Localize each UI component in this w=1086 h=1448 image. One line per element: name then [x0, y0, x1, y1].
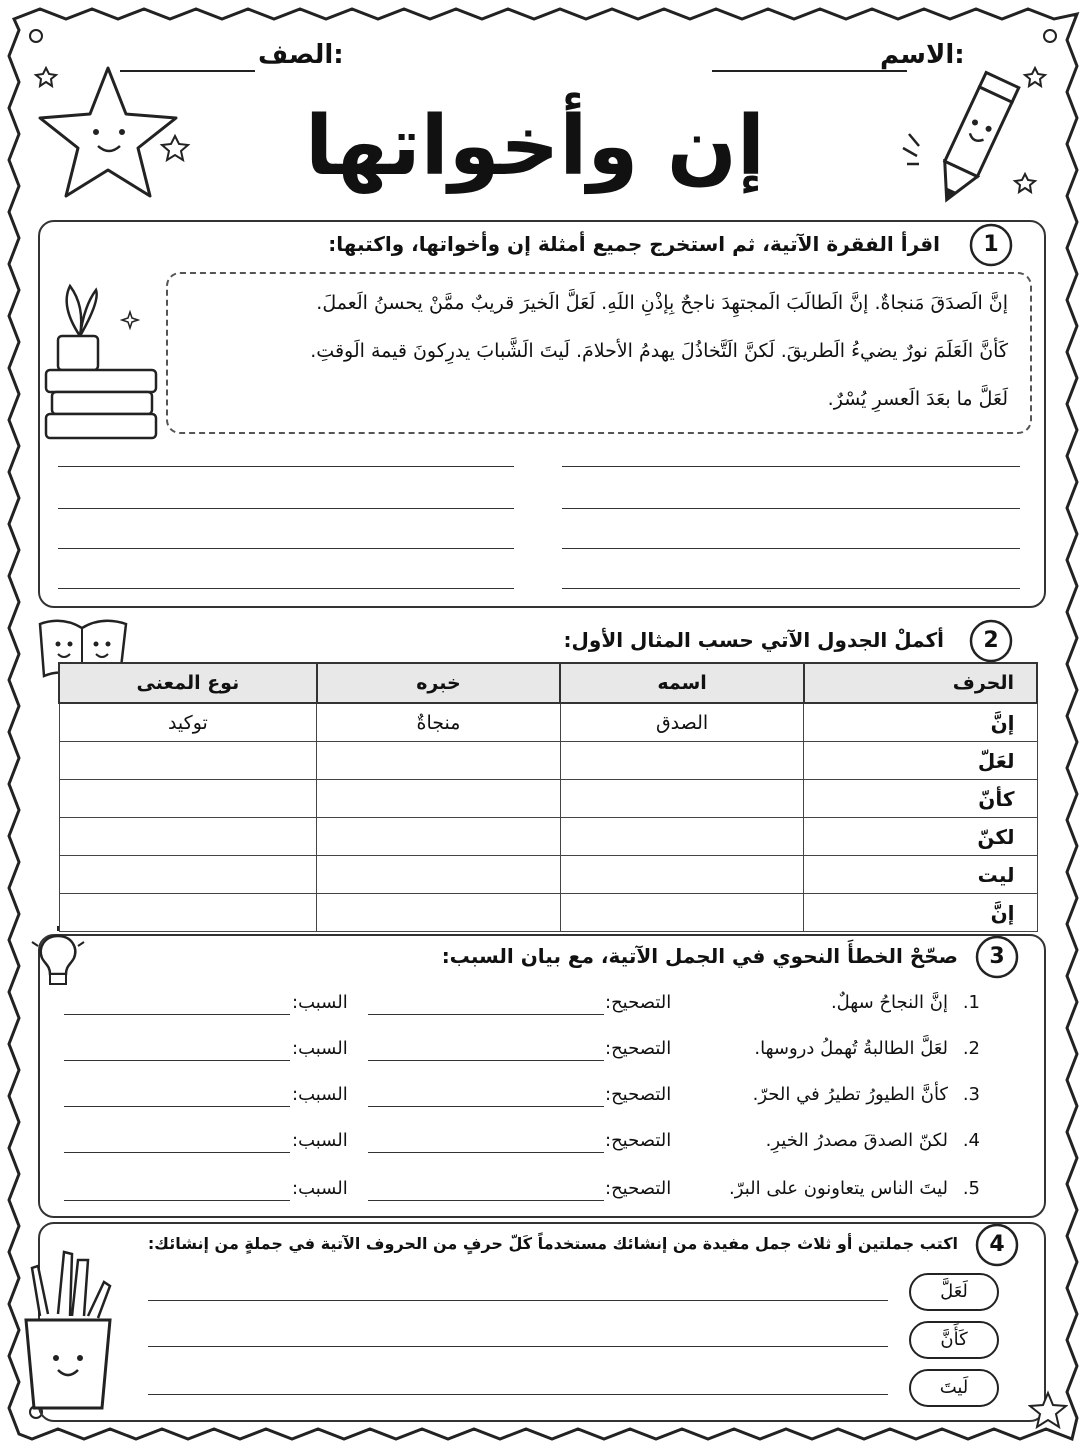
correction-item	[60, 1178, 980, 1208]
paragraph-line: لَعَلَّ ما بعَدَ الَعسرِ يُسْرٌ.	[827, 388, 1008, 410]
correction-line[interactable]	[368, 1060, 604, 1061]
correction-line[interactable]	[368, 1200, 604, 1201]
table-cell[interactable]	[560, 780, 804, 818]
reason-label: السبب:	[292, 1084, 348, 1105]
table-cell[interactable]	[317, 856, 560, 894]
column-header-subject: اسمه	[560, 663, 804, 703]
table-cell[interactable]: منجاةٌ	[317, 703, 560, 742]
table-cell-particle: كأنّ	[804, 780, 1037, 818]
table-cell[interactable]	[560, 742, 804, 780]
section-3-question: صحّحْ الخطأَ النحوي في الجمل الآتية، مع بيان السبب:	[441, 944, 958, 968]
correction-label: التصحيح:	[605, 1178, 672, 1199]
correction-item	[60, 1038, 980, 1068]
table-cell[interactable]	[317, 742, 560, 780]
particle-label: كَأَنَّ	[940, 1329, 968, 1350]
answer-line[interactable]	[562, 466, 1020, 467]
item-number: .5	[962, 1178, 980, 1199]
correction-item	[60, 1130, 980, 1160]
erroneous-sentence: إنَّ النجاحُ سهلٌ.	[830, 992, 948, 1013]
correction-item	[60, 992, 980, 1022]
reason-line[interactable]	[64, 1200, 290, 1201]
reason-line[interactable]	[64, 1014, 290, 1015]
smiling-star-icon	[30, 56, 200, 206]
correction-label: التصحيح:	[605, 992, 672, 1013]
correction-line[interactable]	[368, 1152, 604, 1153]
correction-line[interactable]	[368, 1014, 604, 1015]
answer-line[interactable]	[562, 508, 1020, 509]
reason-line[interactable]	[64, 1106, 290, 1107]
answer-line[interactable]	[562, 588, 1020, 589]
table-cell-particle: لعَلّ	[804, 742, 1037, 780]
item-number: .2	[962, 1038, 980, 1059]
sentence-line[interactable]	[148, 1300, 888, 1301]
answer-line[interactable]	[58, 548, 514, 549]
table-row	[59, 894, 1037, 932]
column-header-predicate: خبره	[317, 663, 560, 703]
paragraph-line: كَأنَّ الَعَلَمَ نورٌ يضيءُ الَطريقَ. لَكنَّ الَتَّخاذُلَ يهدمُ الأحلامَ. لَيتَ الَشَّبابَ يدرِكونَ قيمة الَوقتِ.	[310, 340, 1008, 362]
correction-label: التصحيح:	[605, 1038, 672, 1059]
answer-line[interactable]	[58, 466, 514, 467]
table-cell[interactable]: الصدق	[560, 703, 804, 742]
section-3-number: 3	[989, 944, 1005, 969]
table-row	[59, 818, 1037, 856]
correction-item	[60, 1084, 980, 1114]
pencil-icon	[895, 64, 1055, 214]
table-cell[interactable]	[59, 818, 317, 856]
table-cell-particle: إنَّ	[804, 894, 1037, 932]
correction-line[interactable]	[368, 1106, 604, 1107]
section-2-number: 2	[983, 628, 999, 653]
table-cell[interactable]	[59, 894, 317, 932]
table-cell[interactable]	[59, 780, 317, 818]
table-cell[interactable]	[59, 856, 317, 894]
lightbulb-icon	[28, 926, 88, 990]
correction-label: التصحيح:	[605, 1084, 672, 1105]
reason-label: السبب:	[292, 1038, 348, 1059]
reason-label: السبب:	[292, 1178, 348, 1199]
star-icon	[1028, 1390, 1068, 1430]
pencil-cup-icon	[12, 1246, 122, 1416]
books-plant-icon	[40, 276, 160, 446]
sentence-line[interactable]	[148, 1346, 888, 1347]
particle-label: لَيتَ	[939, 1377, 969, 1398]
column-header-meaning: نوع المعنى	[59, 663, 317, 703]
table-cell[interactable]	[317, 894, 560, 932]
reason-line[interactable]	[64, 1152, 290, 1153]
section-4-question: اكتب جملتين أو ثلاث جمل مفيدة من إنشائك مستخدماً كَلّ حرفٍ من الحروف الآتية في جملةٍ من إنشائك:	[147, 1234, 958, 1253]
section-4-number: 4	[989, 1232, 1005, 1257]
reason-label: السبب:	[292, 1130, 348, 1151]
erroneous-sentence: كأنَّ الطيورُ تطيرُ في الحرّ.	[752, 1084, 948, 1105]
table-row	[59, 703, 1037, 742]
table-cell[interactable]	[317, 818, 560, 856]
name-field[interactable]	[712, 70, 907, 72]
answer-line[interactable]	[562, 548, 1020, 549]
particle-label: لَعَلَّ	[940, 1281, 968, 1302]
item-number: .4	[962, 1130, 980, 1151]
reading-paragraph-box	[166, 272, 1032, 434]
table-cell[interactable]	[560, 856, 804, 894]
table-cell[interactable]	[317, 780, 560, 818]
column-header-particle: الحرف	[804, 663, 1037, 703]
erroneous-sentence: ليتَ الناس يتعاونون على البرّ.	[729, 1178, 948, 1199]
page-title	[290, 88, 780, 198]
table-cell-particle: ليت	[804, 856, 1037, 894]
section-1-question: اقرأ الفقرة الآتية، ثم استخرج جميع أمثلة إن وأخواتها، واكتبها:	[328, 232, 940, 256]
table-cell-particle: لكنّ	[804, 818, 1037, 856]
table-row	[59, 780, 1037, 818]
table-cell[interactable]	[59, 742, 317, 780]
reason-line[interactable]	[64, 1060, 290, 1061]
sentence-line[interactable]	[148, 1394, 888, 1395]
answer-line[interactable]	[58, 508, 514, 509]
table-row	[59, 742, 1037, 780]
item-number: .3	[962, 1084, 980, 1105]
table-cell-particle: إنَّ	[804, 703, 1037, 742]
paragraph-line: إنَّ الَصدَقَ مَنجاةٌ. إنَّ الَطالَبَ الَمجتهِدَ ناجحٌ بِإذْنِ اللَهِ. لَعَلَّ الَخيرَ قريبٌ ممَّنْ يحسنُ الَعملَ.	[316, 292, 1008, 314]
section-2-question: أكملْ الجدول الآتي حسب المثال الأول:	[563, 628, 944, 652]
table-row	[59, 856, 1037, 894]
class-label: الصف:	[258, 40, 344, 70]
title-text: إن وأخواتها	[304, 99, 766, 194]
erroneous-sentence: لعَلَّ الطالبةُ تُهملُ دروسها.	[754, 1038, 948, 1059]
table-cell[interactable]	[560, 818, 804, 856]
reason-label: السبب:	[292, 992, 348, 1013]
name-label: الاسم:	[880, 40, 965, 70]
section-1-number: 1	[983, 232, 999, 257]
section-correct-errors	[38, 934, 1046, 1218]
item-number: .1	[962, 992, 980, 1013]
answer-line[interactable]	[58, 588, 514, 589]
table-cell[interactable]: توكيد	[59, 703, 317, 742]
erroneous-sentence: لكنّ الصدقَ مصدرُ الخيرِ.	[765, 1130, 948, 1151]
table-cell[interactable]	[560, 894, 804, 932]
grammar-table	[58, 662, 1038, 932]
correction-label: التصحيح:	[605, 1130, 672, 1151]
